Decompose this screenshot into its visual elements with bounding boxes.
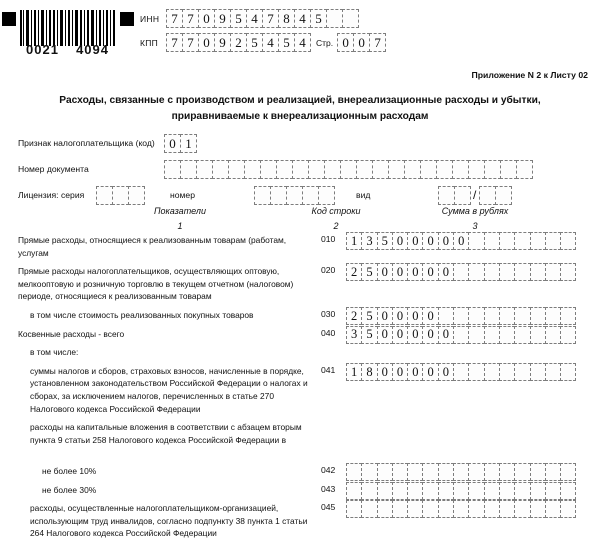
digit-cell[interactable]: 4	[294, 33, 311, 52]
digit-cell[interactable]: 0	[407, 307, 423, 325]
digit-cell[interactable]	[356, 160, 373, 179]
digit-cell[interactable]: 8	[361, 363, 377, 381]
digit-cell[interactable]	[495, 186, 512, 205]
digit-cell[interactable]: 1	[346, 363, 362, 381]
digit-cell[interactable]	[292, 160, 309, 179]
digit-cell[interactable]	[361, 482, 377, 500]
digit-cell[interactable]: 0	[422, 307, 438, 325]
digit-cell[interactable]: 0	[377, 263, 393, 281]
digit-cell[interactable]	[560, 326, 576, 344]
digit-cell[interactable]	[407, 482, 423, 500]
inn-input[interactable]	[166, 9, 358, 28]
digit-cell[interactable]	[453, 326, 469, 344]
digit-cell[interactable]	[484, 463, 500, 481]
barcode-digits	[20, 42, 115, 57]
digit-cell[interactable]	[276, 160, 293, 179]
digit-cell[interactable]: 0	[407, 326, 423, 344]
digit-cell[interactable]: 5	[278, 33, 295, 52]
page-title: Расходы, связанные с производством и реализацией, внереализационные расходы и убытки, приравниваемые к внереализационным расходам	[59, 95, 541, 122]
digit-cell[interactable]: 7	[182, 33, 199, 52]
row-line-code: 043	[321, 483, 336, 494]
digit-cell[interactable]	[484, 363, 500, 381]
row-line-code: 042	[321, 465, 336, 475]
digit-cell[interactable]	[530, 263, 546, 281]
row-label: расходы на капитальные вложения в соответствии с абзацем вторым пункта 9 статьи 258 Налогового кодекса Российской Федерации в	[30, 422, 302, 445]
digit-cell[interactable]: 0	[337, 33, 354, 52]
digit-cell[interactable]	[452, 160, 469, 179]
kpp-row	[140, 32, 385, 53]
license-series-label: Лицензия: серия	[18, 190, 85, 200]
digit-cell[interactable]	[514, 500, 530, 518]
digit-cell[interactable]	[545, 482, 561, 500]
row-line-code: 040	[321, 327, 336, 338]
digit-cell[interactable]	[499, 500, 515, 518]
digit-cell[interactable]: 0	[407, 232, 423, 250]
table-row	[0, 365, 600, 421]
digit-cell[interactable]: 7	[182, 9, 199, 28]
doc-number-input[interactable]	[164, 160, 532, 179]
digit-cell[interactable]	[392, 500, 408, 518]
digit-cell[interactable]	[545, 463, 561, 481]
digit-cell[interactable]	[560, 482, 576, 500]
column-header-line-code: Код строки	[311, 206, 361, 216]
page-input[interactable]	[337, 33, 385, 52]
form-meta-fields	[18, 132, 588, 210]
digit-cell[interactable]: 0	[377, 307, 393, 325]
digit-cell[interactable]	[377, 463, 393, 481]
digit-cell[interactable]: 9	[214, 9, 231, 28]
digit-cell[interactable]: 0	[392, 263, 408, 281]
row-sum-input[interactable]	[346, 463, 575, 481]
digit-cell[interactable]	[484, 482, 500, 500]
digit-cell[interactable]	[484, 232, 500, 250]
digit-cell[interactable]	[484, 307, 500, 325]
digit-cell[interactable]	[468, 363, 484, 381]
digit-cell[interactable]	[438, 463, 454, 481]
row-line-code: 030	[321, 309, 336, 319]
row-label: Прямые расходы, относящиеся к реализованным товарам (работам, услугам	[18, 235, 287, 258]
digit-cell[interactable]	[438, 482, 454, 500]
digit-cell[interactable]	[514, 232, 530, 250]
digit-cell[interactable]	[388, 160, 405, 179]
barcode-digits-left: 0021	[26, 42, 59, 57]
digit-cell[interactable]	[228, 160, 245, 179]
digit-cell[interactable]	[438, 307, 454, 325]
digit-cell[interactable]	[499, 307, 515, 325]
digit-cell[interactable]: 0	[198, 33, 215, 52]
digit-cell[interactable]	[560, 463, 576, 481]
digit-cell[interactable]	[453, 500, 469, 518]
digit-cell[interactable]: 0	[407, 363, 423, 381]
digit-cell[interactable]: 0	[438, 363, 454, 381]
digit-cell[interactable]: 0	[377, 363, 393, 381]
column-header-indicators: Показатели	[154, 206, 206, 216]
digit-cell[interactable]: 5	[361, 326, 377, 344]
digit-cell[interactable]	[453, 307, 469, 325]
digit-cell[interactable]	[468, 463, 484, 481]
digit-cell[interactable]	[514, 263, 530, 281]
kpp-input[interactable]	[166, 33, 310, 52]
digit-cell[interactable]	[530, 307, 546, 325]
row-label: не более 30%	[42, 484, 97, 495]
digit-cell[interactable]	[392, 463, 408, 481]
digit-cell[interactable]	[128, 186, 145, 205]
digit-cell[interactable]	[545, 263, 561, 281]
row-label: суммы налогов и сборов, страховых взносов, начисленные в порядке, установленном законодательством Российской Федерации о налогах и сборах, за исключением налогов, перечисленных в статье 270 Налогового кодекса Российской Федерации	[30, 365, 308, 414]
digit-cell[interactable]: 0	[422, 263, 438, 281]
digit-cell[interactable]: 0	[422, 232, 438, 250]
row-label: в том числе:	[30, 347, 79, 358]
digit-cell[interactable]: 4	[262, 33, 279, 52]
digit-cell[interactable]	[454, 186, 471, 205]
digit-cell[interactable]: 2	[230, 33, 247, 52]
digit-cell[interactable]: 1	[180, 134, 197, 153]
digit-cell[interactable]	[324, 160, 341, 179]
digit-cell[interactable]	[404, 160, 421, 179]
digit-cell[interactable]	[260, 160, 277, 179]
digit-cell[interactable]: 0	[353, 33, 370, 52]
digit-cell[interactable]	[438, 186, 455, 205]
digit-cell[interactable]: 0	[392, 232, 408, 250]
digit-cell[interactable]	[302, 186, 319, 205]
digit-cell[interactable]: 8	[278, 9, 295, 28]
digit-cell[interactable]: 0	[422, 363, 438, 381]
license-kind-separator: /	[473, 188, 477, 202]
digit-cell[interactable]	[545, 363, 561, 381]
digit-cell[interactable]	[530, 500, 546, 518]
license-series-input[interactable]	[96, 186, 144, 205]
digit-cell[interactable]	[438, 500, 454, 518]
barcode-image	[20, 10, 115, 46]
digit-cell[interactable]: 7	[166, 9, 183, 28]
digit-cell[interactable]	[422, 482, 438, 500]
inn-row	[140, 8, 385, 29]
digit-cell[interactable]	[468, 232, 484, 250]
row-sum-input[interactable]	[346, 363, 575, 381]
digit-cell[interactable]	[254, 186, 271, 205]
digit-cell[interactable]: 4	[294, 9, 311, 28]
digit-cell[interactable]	[545, 500, 561, 518]
digit-cell[interactable]: 5	[377, 232, 393, 250]
digit-cell[interactable]	[545, 326, 561, 344]
doc-number-row	[18, 158, 588, 180]
digit-cell[interactable]	[96, 186, 113, 205]
digit-cell[interactable]: 0	[453, 232, 469, 250]
digit-cell[interactable]	[560, 232, 576, 250]
digit-cell[interactable]	[514, 307, 530, 325]
digit-cell[interactable]	[377, 500, 393, 518]
digit-cell[interactable]	[318, 186, 335, 205]
column-header-sum: Сумма в рублях	[441, 206, 509, 216]
digit-cell[interactable]	[340, 160, 357, 179]
row-label: Косвенные расходы - всего	[18, 328, 125, 339]
digit-cell[interactable]	[514, 463, 530, 481]
row-label: в том числе стоимость реализованных покупных товаров	[30, 310, 254, 320]
digit-cell[interactable]	[436, 160, 453, 179]
digit-cell[interactable]	[164, 160, 181, 179]
digit-cell[interactable]	[545, 307, 561, 325]
column-number-2: 2	[333, 221, 339, 231]
digit-cell[interactable]: 9	[214, 33, 231, 52]
digit-cell[interactable]	[420, 160, 437, 179]
digit-cell[interactable]	[468, 263, 484, 281]
row-sum-input[interactable]	[346, 232, 575, 250]
license-number-input[interactable]	[254, 186, 334, 205]
row-sum-input[interactable]	[346, 307, 575, 325]
table-row	[0, 328, 600, 347]
digit-cell[interactable]: 2	[346, 263, 362, 281]
digit-cell[interactable]	[499, 263, 515, 281]
digit-cell[interactable]	[560, 363, 576, 381]
digit-cell[interactable]	[453, 463, 469, 481]
digit-cell[interactable]: 5	[361, 263, 377, 281]
digit-cell[interactable]: 2	[346, 307, 362, 325]
row-line-code: 045	[321, 502, 336, 513]
digit-cell[interactable]: 7	[262, 9, 279, 28]
digit-cell[interactable]	[468, 307, 484, 325]
digit-cell[interactable]	[530, 363, 546, 381]
digit-cell[interactable]	[453, 263, 469, 281]
digit-cell[interactable]: 7	[369, 33, 386, 52]
digit-cell[interactable]: 0	[392, 307, 408, 325]
table-row	[0, 265, 600, 309]
digit-cell[interactable]	[326, 9, 343, 28]
digit-cell[interactable]: 0	[392, 326, 408, 344]
column-number-1: 1	[177, 221, 183, 231]
digit-cell[interactable]	[244, 160, 261, 179]
digit-cell[interactable]	[514, 482, 530, 500]
digit-cell[interactable]	[516, 160, 533, 179]
barcode-digits-right: 4094	[76, 42, 109, 57]
digit-cell[interactable]	[342, 9, 359, 28]
digit-cell[interactable]	[499, 482, 515, 500]
digit-cell[interactable]: 3	[361, 232, 377, 250]
digit-cell[interactable]	[484, 500, 500, 518]
digit-cell[interactable]	[112, 186, 129, 205]
digit-cell[interactable]	[560, 500, 576, 518]
digit-cell[interactable]	[308, 160, 325, 179]
inn-label: ИНН	[140, 13, 160, 24]
digit-cell[interactable]	[500, 160, 517, 179]
digit-cell[interactable]	[286, 186, 303, 205]
digit-cell[interactable]	[361, 463, 377, 481]
digit-cell[interactable]	[560, 307, 576, 325]
digit-cell[interactable]	[212, 160, 229, 179]
digit-cell[interactable]: 0	[438, 326, 454, 344]
digit-cell[interactable]	[514, 326, 530, 344]
digit-cell[interactable]: 0	[392, 363, 408, 381]
digit-cell[interactable]	[407, 463, 423, 481]
digit-cell[interactable]	[530, 326, 546, 344]
digit-cell[interactable]	[361, 500, 377, 518]
table-row	[0, 234, 600, 265]
digit-cell[interactable]	[392, 482, 408, 500]
digit-cell[interactable]	[484, 160, 501, 179]
page-label: Стр.	[316, 37, 334, 48]
row-label: расходы, осуществленные налогоплательщиком-организацией, использующим труд инвалидов, согласно подпункту 38 пункта 1 статьи 264 Налогового кодекса Российской Федерации	[30, 503, 308, 539]
row-sum-input[interactable]	[346, 326, 575, 344]
digit-cell[interactable]	[346, 482, 362, 500]
column-number-3: 3	[472, 221, 478, 231]
digit-cell[interactable]: 7	[166, 33, 183, 52]
license-row	[18, 184, 588, 206]
digit-cell[interactable]	[530, 482, 546, 500]
digit-cell[interactable]	[479, 186, 496, 205]
table-row	[0, 421, 600, 465]
digit-cell[interactable]: 0	[377, 326, 393, 344]
row-sum-input[interactable]	[346, 263, 575, 281]
taxpayer-sign-row	[18, 132, 588, 154]
digit-cell[interactable]	[468, 160, 485, 179]
license-number-label: номер	[170, 190, 195, 200]
digit-cell[interactable]: 0	[164, 134, 181, 153]
alignment-mark-left	[2, 12, 16, 26]
digit-cell[interactable]: 0	[198, 9, 215, 28]
row-sum-input[interactable]	[346, 482, 575, 500]
license-kind-input[interactable]	[438, 186, 470, 205]
digit-cell[interactable]	[530, 232, 546, 250]
digit-cell[interactable]: 0	[407, 263, 423, 281]
digit-cell[interactable]	[560, 263, 576, 281]
digit-cell[interactable]	[499, 232, 515, 250]
digit-cell[interactable]	[468, 326, 484, 344]
digit-cell[interactable]	[180, 160, 197, 179]
digit-cell[interactable]	[530, 463, 546, 481]
appendix-reference: Приложение N 2 к Листу 02	[471, 70, 588, 80]
kpp-label: КПП	[140, 37, 159, 48]
digit-cell[interactable]: 5	[361, 307, 377, 325]
digit-cell[interactable]	[514, 363, 530, 381]
digit-cell[interactable]: 4	[246, 9, 263, 28]
digit-cell[interactable]	[407, 500, 423, 518]
digit-cell[interactable]	[377, 482, 393, 500]
identification-block	[140, 8, 385, 56]
digit-cell[interactable]	[196, 160, 213, 179]
table-row	[0, 502, 600, 546]
digit-cell[interactable]: 0	[422, 326, 438, 344]
alignment-mark-right	[120, 12, 134, 26]
digit-cell[interactable]	[484, 326, 500, 344]
digit-cell[interactable]	[422, 463, 438, 481]
digit-cell[interactable]	[545, 232, 561, 250]
digit-cell[interactable]	[468, 482, 484, 500]
row-label: Прямые расходы налогоплательщиков, осуществляющих оптовую, мелкооптовую и розничную торговлю в текущем отчетном (налоговом) периоде, относящиеся к реализованным товарам	[18, 266, 294, 302]
digit-cell[interactable]	[499, 463, 515, 481]
digit-cell[interactable]: 0	[438, 232, 454, 250]
row-sum-input[interactable]	[346, 500, 575, 518]
digit-cell[interactable]	[453, 482, 469, 500]
digit-cell[interactable]	[484, 263, 500, 281]
digit-cell[interactable]	[270, 186, 287, 205]
digit-cell[interactable]	[453, 363, 469, 381]
doc-number-label: Номер документа	[18, 164, 89, 174]
digit-cell[interactable]: 5	[246, 33, 263, 52]
digit-cell[interactable]	[346, 463, 362, 481]
digit-cell[interactable]	[499, 326, 515, 344]
row-line-code: 010	[321, 234, 336, 244]
digit-cell[interactable]	[422, 500, 438, 518]
digit-cell[interactable]: 5	[230, 9, 247, 28]
digit-cell[interactable]: 0	[438, 263, 454, 281]
digit-cell[interactable]: 5	[310, 9, 327, 28]
license-kind-second-input[interactable]	[479, 186, 511, 205]
row-line-code: 041	[321, 364, 336, 375]
license-kind-label: вид	[356, 190, 371, 200]
digit-cell[interactable]: 1	[346, 232, 362, 250]
digit-cell[interactable]	[499, 363, 515, 381]
row-line-code: 020	[321, 265, 336, 276]
document-header	[0, 0, 600, 62]
digit-cell[interactable]	[346, 500, 362, 518]
digit-cell[interactable]	[468, 500, 484, 518]
taxpayer-sign-label: Признак налогоплательщика (код)	[18, 138, 155, 148]
row-label: не более 10%	[42, 466, 97, 476]
taxpayer-sign-input[interactable]	[164, 134, 196, 153]
digit-cell[interactable]	[372, 160, 389, 179]
digit-cell[interactable]: 3	[346, 326, 362, 344]
